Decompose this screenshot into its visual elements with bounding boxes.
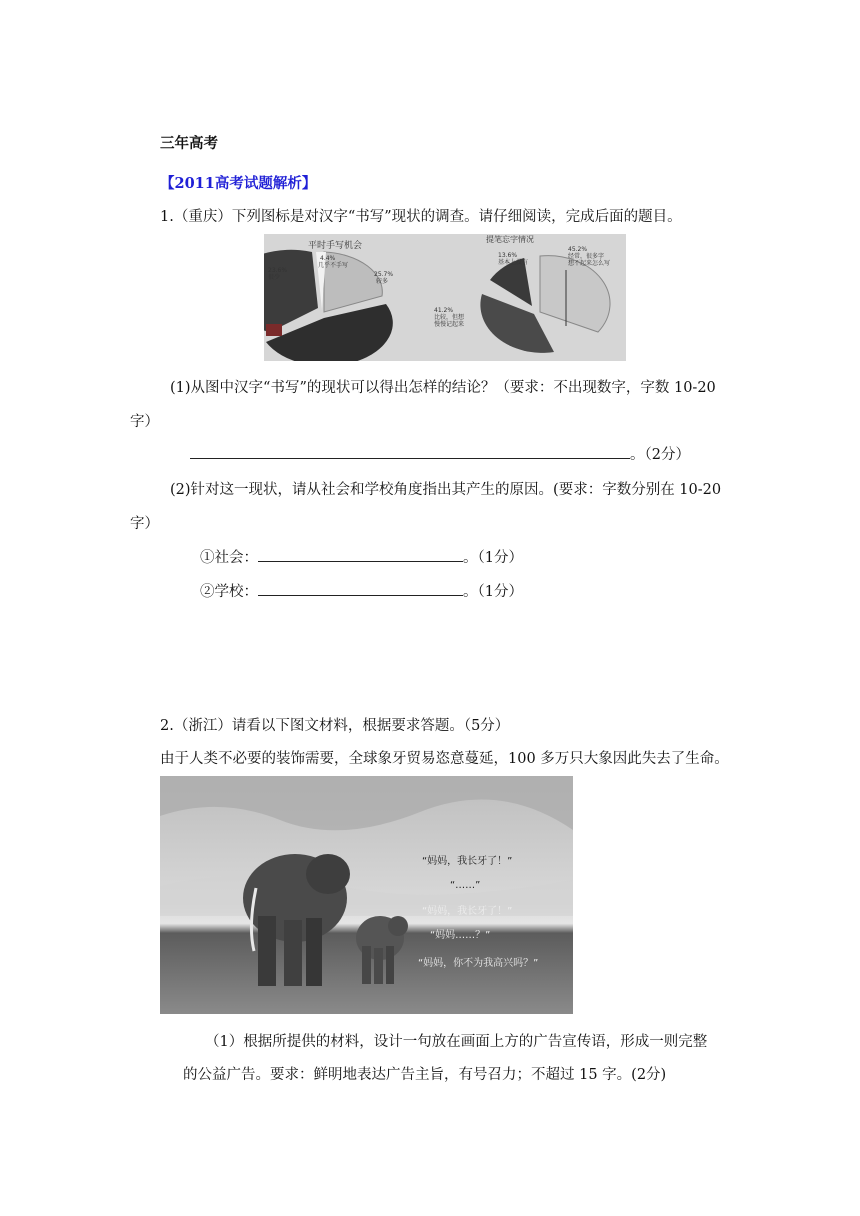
society-answer-row [200, 546, 523, 567]
section-title: 三年高考 [160, 135, 218, 152]
image-caption-2: “……” [450, 880, 481, 891]
school-blank[interactable] [258, 581, 463, 596]
q2-material: 由于人类不必要的装饰需要，全球象牙贸易恣意蔓延，100 多万只大象因此失去了生命。 [160, 751, 729, 767]
q1-sub1-score: 。（2分） [630, 447, 690, 463]
survey-pie-charts-image [264, 234, 626, 361]
right-pie-title: 提笔忘字情况 [486, 235, 534, 244]
left-pie-label-4: 很少 [268, 274, 281, 281]
image-caption-1: “妈妈，我长牙了！” [422, 856, 513, 867]
left-pie-label-3: 23.6% [268, 267, 288, 274]
q1-sub1-line1: (1)从图中汉字“书写”的现状可以得出怎样的结论？（要求：不出现数字，字数 10-20 [170, 380, 716, 396]
right-pie-label-2: 基本上没有 [498, 259, 529, 266]
image-caption-3: “妈妈，我长牙了！” [422, 906, 513, 917]
right-pie-label-7: 比较，但想 [434, 314, 465, 321]
q1-sub2-line2: 字） [130, 516, 159, 532]
left-pie-label-6: 较多 [376, 278, 389, 285]
elephant-photo-svg [160, 776, 573, 1014]
right-pie-label-3: 45.2% [568, 246, 588, 253]
right-pie-label-6: 41.2% [434, 307, 454, 314]
pie-charts-svg [264, 234, 626, 361]
right-pie-label-1: 13.6% [498, 252, 518, 259]
right-pie-label-5: 想不起来怎么写 [568, 260, 611, 267]
school-label: ②学校： [200, 584, 258, 600]
subsection-title: 【2011高考试题解析】 [160, 175, 317, 192]
left-pie-title: 平时手写机会 [308, 241, 363, 251]
q1-sub1-answer-row [190, 443, 690, 464]
image-caption-5: “妈妈，你不为我高兴吗？” [418, 958, 539, 969]
society-score: 。（1分） [463, 550, 523, 566]
society-blank[interactable] [258, 547, 463, 562]
left-pie-label-2: 几乎不手写 [318, 262, 349, 269]
q2-sub1-line2: 的公益广告。要求：鲜明地表达广告主旨，有号召力；不超过 15 字。(2分) [183, 1067, 667, 1083]
q1-sub1-line2: 字） [130, 414, 159, 430]
right-pie-label-8: 慢慢记起来 [434, 321, 465, 328]
q1-sub2-line1: (2)针对这一现状，请从社会和学校角度指出其产生的原因。(要求：字数分别在 10-20 [170, 482, 722, 498]
image-caption-4: “妈妈……？” [430, 930, 491, 941]
society-label: ①社会： [200, 550, 258, 566]
elephant-ad-image [160, 776, 573, 1014]
school-answer-row [200, 580, 523, 601]
left-pie-label-1: 4.4% [320, 255, 336, 262]
question-1-stem: 1.（重庆）下列图标是对汉字“书写”现状的调查。请仔细阅读，完成后面的题目。 [160, 209, 682, 225]
q2-sub1-line1: （1）根据所提供的材料，设计一句放在画面上方的广告宣传语，形成一则完整 [205, 1034, 708, 1050]
left-pie-label-5: 25.7% [374, 271, 394, 278]
school-score: 。（1分） [463, 584, 523, 600]
answer-blank[interactable] [190, 444, 630, 459]
right-pie-label-4: 经常，很多字 [568, 253, 605, 260]
question-2-stem: 2.（浙江）请看以下图文材料，根据要求答题。（5分） [160, 718, 510, 734]
